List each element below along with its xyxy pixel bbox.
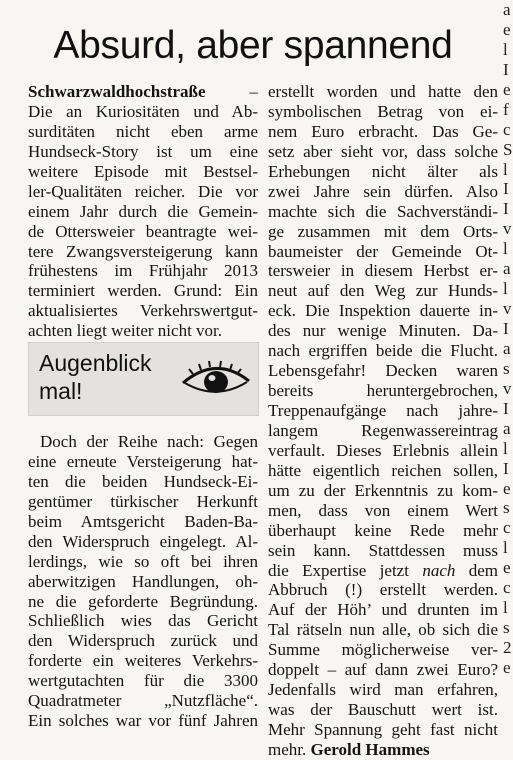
clipped-text-fragment: I	[503, 398, 509, 418]
clipped-text-fragment: a	[503, 418, 511, 438]
text-line: setz aber sieht vor, dass solche	[268, 141, 498, 161]
clipped-text-fragment: s	[503, 498, 510, 518]
text-line: machte sich die Sachverständi-	[268, 201, 498, 221]
column-1-top	[28, 82, 258, 341]
text-line: ne die geforderte Begründung.	[28, 591, 258, 611]
text-line: Schwarzwaldhochstraße –	[28, 82, 258, 101]
clipped-text-fragment: v	[503, 299, 512, 319]
clipped-text-fragment: e	[503, 558, 511, 578]
clipped-text-fragment: I	[503, 179, 509, 199]
text-line: Auf der Höh’ und drunten im	[268, 600, 498, 620]
clipped-text-fragment: l	[503, 279, 508, 299]
text-line: nach ergriffen beide die Flucht.	[268, 341, 498, 361]
text-line: Mehr Spannung geht fast nicht	[268, 720, 498, 739]
text-line: Doch der Reihe nach: Gegen	[40, 432, 258, 451]
text-line: symbolischen Betrag von ei-	[268, 101, 498, 121]
text-line: Abbruch (!) erstellt werden.	[268, 580, 498, 600]
column-3-fragment	[503, 0, 513, 678]
text-line: frühestens im Frühjahr 2013	[28, 261, 258, 281]
text-line: tere Zwangsversteigerung kann	[28, 241, 258, 261]
text-line: Treppenaufgänge nach jahre-	[268, 401, 498, 420]
clipped-text-fragment: e	[503, 478, 511, 498]
clipped-text-fragment: v	[503, 219, 512, 239]
clipped-text-fragment: f	[503, 99, 509, 119]
augenblick-mal-box	[28, 342, 259, 416]
clipped-text-fragment: S	[503, 139, 513, 159]
text-line: sein kann. Stattdessen muss	[268, 540, 498, 560]
text-line: erstellt worden und hatte den	[268, 82, 498, 101]
text-line: aktualisiertes Verkehrswertgut-	[28, 301, 258, 321]
clipped-text-fragment: 2	[503, 638, 512, 657]
text-line: surditäten nicht eben arme	[28, 121, 258, 141]
text-line: mehr. Gerold Hammes	[268, 739, 430, 759]
text-line: ten die beiden Hundseck-Ei-	[28, 471, 258, 491]
clipped-text-fragment: s	[503, 358, 510, 378]
text-line: eck. Die Inspektion dauerte in-	[268, 301, 498, 321]
box-label-line-2: mal!	[39, 378, 83, 404]
text-line: die Expertise jetzt nach dem	[268, 560, 498, 580]
text-line: Tal rätseln nun alle, ob sich die	[268, 620, 498, 640]
headline: Absurd, aber spannend	[53, 24, 453, 67]
text-line: ler-Qualitäten reicher. Die vor	[28, 181, 258, 201]
clipped-text-fragment: a	[503, 0, 511, 19]
text-line: was der Bauschutt wert ist.	[268, 700, 498, 720]
text-line: Schließlich wies das Gericht	[28, 611, 258, 631]
text-line: de Ottersweier beantragte wei-	[28, 221, 258, 241]
clipped-text-fragment: l	[503, 598, 508, 618]
text-line: überhaupt keine Rede mehr	[268, 520, 498, 540]
text-line: Die an Kuriositäten und Ab-	[28, 101, 258, 121]
text-line: Hundseck-Story ist um eine	[28, 141, 258, 161]
clipped-text-fragment: l	[503, 438, 508, 458]
text-line: Jedenfalls wird man erfahren,	[268, 680, 498, 700]
box-label	[39, 349, 152, 405]
text-line: hätte eigentlich reichen sollen,	[268, 460, 498, 480]
clipped-text-fragment: l	[503, 39, 508, 59]
text-line: Ein solches war vor fünf Jahren	[28, 711, 258, 731]
dateline: Schwarzwaldhochstraße	[28, 82, 206, 101]
text-line: weitere Episode mit Bestsel-	[28, 161, 258, 181]
box-label-line-1: Augenblick	[39, 350, 152, 376]
text-line: langem Regenwassereintrag	[268, 420, 498, 440]
text-line: ge zusammen mit dem Orts-	[268, 221, 498, 241]
text-line: verfault. Dieses Erlebnis allein	[268, 440, 498, 460]
clipped-text-fragment: I	[503, 319, 509, 338]
text-line: doppelt – auf dann zwei Euro?	[268, 660, 498, 680]
clipped-text-fragment: c	[503, 518, 511, 538]
text-line: wertgutachten für die 3300	[28, 671, 258, 691]
text-line: einem Jahr durch die Gemein-	[28, 201, 258, 221]
text-line: nem Euro erbracht. Das Ge-	[268, 121, 498, 141]
eye-icon	[179, 357, 253, 401]
clipped-text-fragment: l	[503, 538, 508, 558]
clipped-text-fragment: l	[503, 239, 508, 259]
text-line: Quadratmeter „Nutzfläche“.	[28, 691, 258, 711]
column-1-bottom	[28, 432, 258, 731]
text-line: achten liegt weiter nicht vor.	[28, 321, 223, 341]
text-line: den Widerspruch zurück und	[28, 631, 258, 651]
clipped-text-fragment: l	[503, 159, 508, 179]
clipped-text-fragment: e	[503, 657, 511, 677]
text-line: terminiert werden. Grund: Ein	[28, 281, 258, 301]
text-line: zwei Jahre sein dürfen. Also	[268, 181, 498, 201]
clipped-text-fragment: v	[503, 378, 512, 398]
text-line: Erhebungen nicht älter als	[268, 161, 498, 181]
text-line: Summe möglicherweise ver-	[268, 640, 498, 660]
clipped-text-fragment: a	[503, 259, 511, 279]
clipped-text-fragment: c	[503, 119, 511, 139]
column-2	[268, 82, 498, 760]
text-line: Lebensgefahr! Decken waren	[268, 361, 498, 381]
clipped-text-fragment: c	[503, 578, 511, 598]
text-line: men, dass von einem Wert	[268, 500, 498, 520]
text-line: baumeister der Gemeinde Ot-	[268, 241, 498, 261]
text-line: beim Amtsgericht Baden-Ba-	[28, 511, 258, 531]
clipped-text-fragment: I	[503, 199, 509, 219]
emphasis: nach	[422, 560, 456, 580]
clipped-text-fragment: I	[503, 59, 509, 79]
text-line: gentümer türkischer Herkunft	[28, 491, 258, 511]
text-line: bereits heruntergebrochen,	[268, 381, 498, 401]
text-line: tersweier in diesem Herbst er-	[268, 261, 498, 281]
clipped-text-fragment: I	[503, 458, 509, 478]
text-line: lerdings, wie so oft bei ihren	[28, 551, 258, 571]
text-line: forderte ein weiteres Verkehrs-	[28, 651, 258, 671]
clipped-text-fragment: s	[503, 618, 510, 638]
text-line: aberwitzigen Handlungen, oh-	[28, 571, 258, 591]
author-byline: Gerold Hammes	[310, 739, 430, 759]
text-line: des nur wenige Minuten. Da-	[268, 321, 498, 341]
text-line: um zu der Erkenntnis zu kom-	[268, 480, 498, 500]
text-line: eine erneute Versteigerung hat-	[28, 451, 258, 471]
clipped-text-fragment: e	[503, 19, 511, 39]
clipped-text-fragment: e	[503, 79, 511, 99]
clipped-text-fragment: a	[503, 338, 511, 358]
text-line: den Widerspruch eingelegt. Al-	[28, 531, 258, 551]
text-line: neut auf den Weg zur Hunds-	[268, 281, 498, 301]
